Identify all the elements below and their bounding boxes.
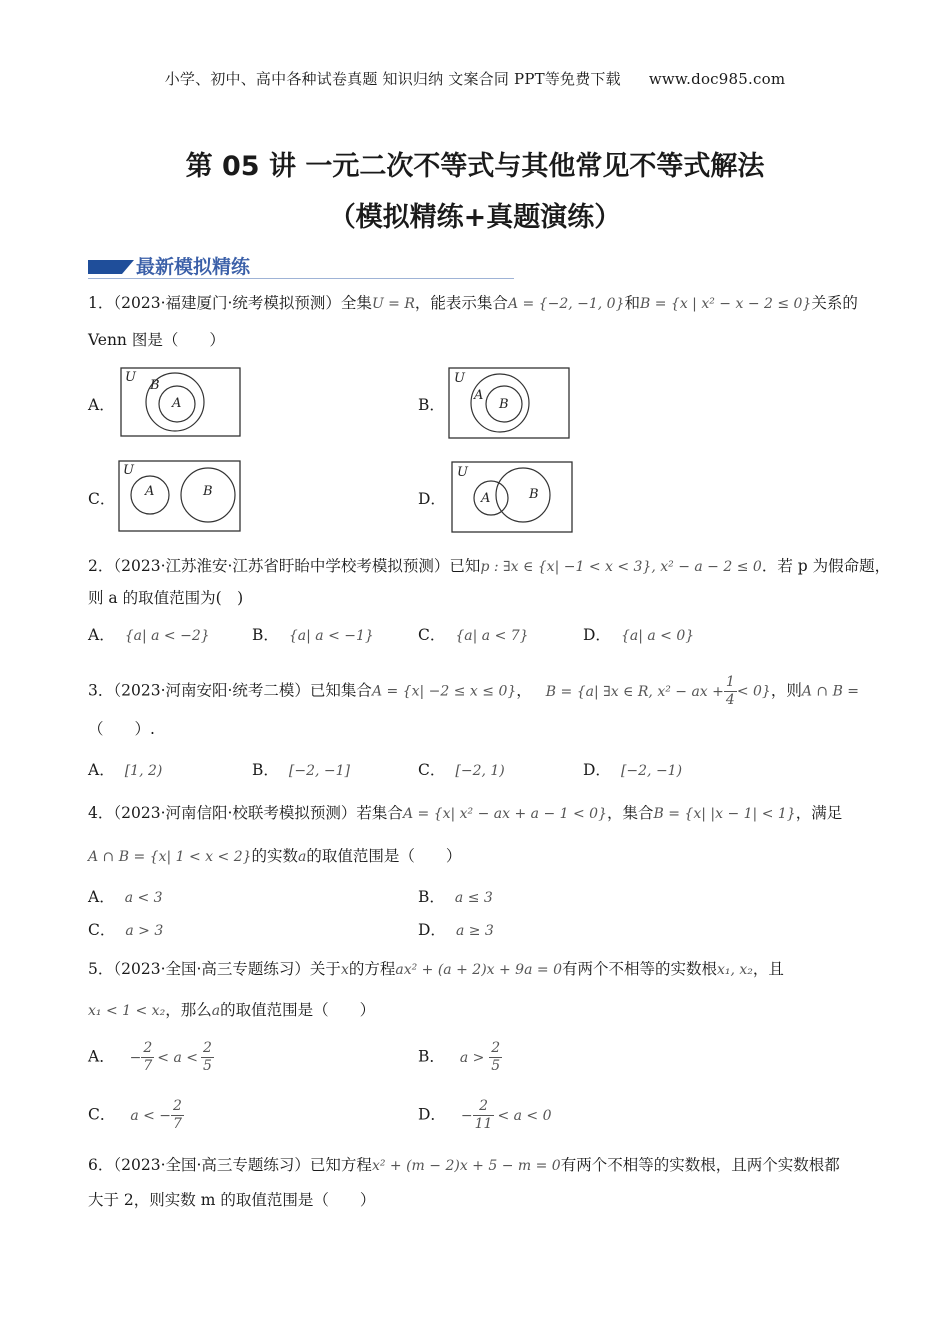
q5-source: （2023·全国·高三专题练习）关于	[113, 960, 341, 978]
q3-fraction	[724, 674, 737, 709]
q3-set-b-post: < 0}	[736, 683, 771, 700]
q2-option-a[interactable]	[88, 623, 210, 645]
venn-right-label: B	[203, 484, 213, 499]
q2-line2: 则 a 的取值范围为( )	[88, 589, 244, 607]
q3-option-b[interactable]	[252, 758, 350, 780]
q5-option-c[interactable]	[88, 1098, 184, 1133]
q5-option-d-letter: D．	[418, 1105, 446, 1124]
q1-line2: Venn 图是（ ）	[88, 331, 225, 349]
q1-option-b-label[interactable]: B．	[418, 396, 445, 414]
q5-condition: x₁ < 1 < x₂	[88, 1003, 166, 1019]
q3-option-d[interactable]	[583, 758, 682, 780]
q5-option-a[interactable]	[88, 1040, 214, 1075]
q3-option-a-letter: A．	[88, 761, 115, 779]
q6-equation: x² + (m − 2)x + 5 − m = 0	[371, 1158, 561, 1174]
q2-option-b[interactable]	[252, 623, 374, 645]
q5-option-a-mid: < a <	[157, 1049, 199, 1066]
universal-rect	[452, 462, 572, 532]
q1-line1	[88, 292, 858, 315]
frac-denominator: 5	[491, 1058, 501, 1074]
q2-number: 2．	[88, 557, 114, 575]
q1-mid: ，能表示集合	[414, 294, 508, 312]
page-subtitle: （模拟精练+真题演练）	[328, 202, 622, 233]
banner-underline	[88, 278, 514, 279]
q4-mid: ，集合	[607, 804, 654, 822]
q5-option-a-frac1	[141, 1040, 154, 1075]
q5-option-b[interactable]	[418, 1040, 502, 1075]
q4-option-a-value: a < 3	[124, 890, 163, 906]
q2-option-d-value: {a| a < 0}	[620, 628, 695, 644]
q4-line2-text: 的实数	[251, 847, 299, 865]
q6-line2: 大于 2，则实数 m 的取值范围是（ ）	[88, 1191, 376, 1209]
q4-line1	[88, 802, 842, 825]
q5-tail: 有两个不相等的实数根	[561, 960, 717, 978]
q1-option-c-venn[interactable]	[118, 460, 241, 532]
frac-numerator: 2	[143, 1040, 153, 1056]
venn-inner-label: B	[499, 397, 509, 412]
q6-number: 6．	[88, 1156, 114, 1174]
q3-option-a-value: [1, 2)	[124, 763, 163, 779]
q4-source: （2023·河南信阳·校联考模拟预测）若集合	[113, 804, 403, 822]
q2-option-d[interactable]	[583, 623, 694, 645]
q5-option-c-letter: C．	[88, 1105, 116, 1124]
q1-option-b-venn[interactable]	[448, 367, 570, 439]
q3-frac-denominator: 4	[725, 692, 735, 708]
q3-set-b-pre: B = {a| ∃x ∈ R, x² − ax +	[545, 683, 724, 700]
frac-numerator: 2	[173, 1098, 182, 1114]
venn-right-label: B	[529, 487, 539, 502]
header-text: 小学、初中、高中各种试卷真题 知识归纳 文案合同 PPT等免费下载	[164, 70, 621, 88]
q4-option-d-letter: D．	[418, 921, 446, 939]
banner-bar	[88, 260, 122, 274]
q5-line2-tail: 的取值范围是（ ）	[220, 1001, 376, 1019]
q4-tail: ，满足	[795, 804, 843, 822]
q1-source: （2023·福建厦门·统考模拟预测）全集	[113, 294, 372, 312]
q5-option-d-frac	[473, 1098, 495, 1133]
q2-option-b-letter: B．	[252, 626, 279, 644]
q2-line1	[88, 555, 890, 578]
q5-option-d-post: < a < 0	[497, 1107, 552, 1124]
q1-set-a: A = {−2, −1, 0}	[507, 296, 625, 312]
q4-option-a[interactable]	[88, 885, 163, 907]
q5-equation: ax² + (a + 2)x + 9a = 0	[395, 962, 562, 978]
q5-option-c-pre: a < −	[130, 1107, 172, 1124]
q1-set-b: B = {x | x² − x − 2 ≤ 0}	[640, 296, 812, 312]
banner-triangle	[122, 260, 134, 274]
venn-left-label: A	[145, 484, 155, 499]
frac-numerator: 2	[203, 1040, 212, 1056]
q5-var: x	[340, 962, 349, 978]
q5-option-a-pre: −	[129, 1049, 142, 1066]
q3-line2: （ ）.	[88, 720, 155, 738]
venn-right-circle	[496, 468, 550, 522]
q1-universal: U = R	[371, 296, 415, 312]
q5-line2	[88, 999, 375, 1022]
q5-option-b-frac	[489, 1040, 502, 1075]
frac-denominator: 11	[474, 1116, 493, 1132]
q5-line2-var: a	[211, 1003, 221, 1019]
q5-tail2: ，且	[752, 960, 784, 978]
venn-u-label: U	[457, 465, 468, 480]
q3-then: ，则	[770, 681, 802, 700]
q4-option-d-value: a ≥ 3	[455, 923, 494, 939]
q5-option-b-letter: B．	[418, 1047, 445, 1066]
q4-option-c[interactable]	[88, 918, 163, 940]
venn-u-label: U	[125, 370, 136, 385]
q1-option-c-label[interactable]: C．	[88, 490, 116, 508]
q1-tail: 关系的	[811, 294, 858, 312]
header-url[interactable]: www.doc985.com	[648, 70, 786, 88]
section-label: 最新模拟精练	[136, 256, 251, 278]
q4-condition: A ∩ B = {x| 1 < x < 2}	[88, 849, 252, 865]
q4-set-a: A = {x| x² − ax + a − 1 < 0}	[402, 806, 607, 822]
q1-option-d-label[interactable]: D．	[418, 490, 446, 508]
frac-denominator: 7	[143, 1058, 153, 1074]
q4-set-b: B = {x| |x − 1| < 1}	[653, 806, 796, 822]
q3-option-b-letter: B．	[252, 761, 279, 779]
venn-left-circle	[474, 481, 508, 515]
q5-option-b-pre: a >	[459, 1049, 485, 1066]
q3-option-c-value: [−2, 1)	[455, 763, 505, 779]
q1-number: 1．	[88, 294, 114, 312]
q1-and: 和	[624, 294, 640, 312]
q4-option-b-letter: B．	[418, 888, 445, 906]
q1-option-a-label[interactable]: A．	[88, 396, 115, 414]
q2-proposition: p : ∃x ∈ {x| −1 < x < 3}, x² − a − 2 ≤ 0	[480, 559, 762, 575]
q3-option-c-letter: C．	[418, 761, 446, 779]
q4-option-a-letter: A．	[88, 888, 115, 906]
q2-tail: ．若 p 为假命题，	[761, 557, 891, 575]
frac-denominator: 7	[173, 1116, 182, 1132]
q5-line1	[88, 958, 784, 981]
venn-u-label: U	[454, 371, 465, 386]
q6-tail: 有两个不相等的实数根，且两个实数根都	[560, 1156, 840, 1174]
q4-line2-tail: 的取值范围是（ ）	[306, 847, 462, 865]
q3-option-d-letter: D．	[583, 761, 611, 779]
q2-option-a-letter: A．	[88, 626, 115, 644]
venn-inner-label: A	[172, 396, 182, 411]
q6-line1	[88, 1154, 840, 1177]
q3-line1	[88, 674, 859, 709]
q3-number: 3．	[88, 681, 114, 700]
page-title: 第 05 讲 一元二次不等式与其他常见不等式解法	[185, 151, 765, 182]
q2-source: （2023·江苏淮安·江苏省盱眙中学校考模拟预测）已知	[113, 557, 481, 575]
venn-outer-label: B	[150, 378, 160, 393]
q3-comma: ，	[516, 681, 532, 700]
q4-option-c-value: a > 3	[125, 923, 164, 939]
q2-option-c-letter: C．	[418, 626, 446, 644]
q3-source: （2023·河南安阳·统考二模）已知集合	[113, 681, 372, 700]
q4-option-c-letter: C．	[88, 921, 116, 939]
q6-source: （2023·全国·高三专题练习）已知方程	[113, 1156, 372, 1174]
venn-left-label: A	[481, 491, 491, 506]
q2-option-c[interactable]	[418, 623, 529, 645]
venn-outer-label: A	[474, 388, 484, 403]
q2-option-a-value: {a| a < −2}	[124, 628, 210, 644]
q4-number: 4．	[88, 804, 114, 822]
q4-var: a	[298, 849, 307, 865]
frac-numerator: 2	[491, 1040, 501, 1056]
q3-option-b-value: [−2, −1]	[288, 763, 350, 779]
q3-frac-numerator: 1	[725, 674, 735, 690]
q5-mid: 的方程	[348, 960, 396, 978]
frac-numerator: 2	[473, 1098, 495, 1116]
q5-option-a-letter: A．	[88, 1047, 115, 1066]
q1-option-d-venn[interactable]	[451, 461, 573, 533]
q5-line2-text: ，那么	[165, 1001, 212, 1019]
q4-option-b-value: a ≤ 3	[454, 890, 493, 906]
frac-denominator: 5	[203, 1058, 212, 1074]
q5-option-a-frac2	[201, 1040, 214, 1075]
site-header	[0, 68, 950, 89]
q2-option-b-value: {a| a < −1}	[288, 628, 374, 644]
q4-option-b[interactable]	[418, 885, 493, 907]
q1-option-a-venn[interactable]	[120, 367, 241, 437]
q5-option-d[interactable]	[418, 1098, 552, 1133]
q5-number: 5．	[88, 960, 114, 978]
q3-option-a[interactable]	[88, 758, 162, 780]
q3-option-d-value: [−2, −1)	[620, 763, 683, 779]
q4-option-d[interactable]	[418, 918, 494, 940]
section-banner	[88, 252, 514, 282]
q5-option-d-pre: −	[460, 1107, 473, 1124]
q5-roots: x₁, x₂	[717, 962, 753, 978]
q5-option-c-frac	[171, 1098, 184, 1133]
q3-intersection: A ∩ B =	[801, 683, 860, 700]
q2-option-c-value: {a| a < 7}	[455, 628, 529, 644]
q3-set-a: A = {x| −2 ≤ x ≤ 0}	[371, 683, 517, 700]
q4-line2	[88, 845, 461, 868]
q3-option-c[interactable]	[418, 758, 505, 780]
q2-option-d-letter: D．	[583, 626, 611, 644]
venn-u-label: U	[123, 463, 134, 478]
universal-rect	[449, 368, 569, 438]
